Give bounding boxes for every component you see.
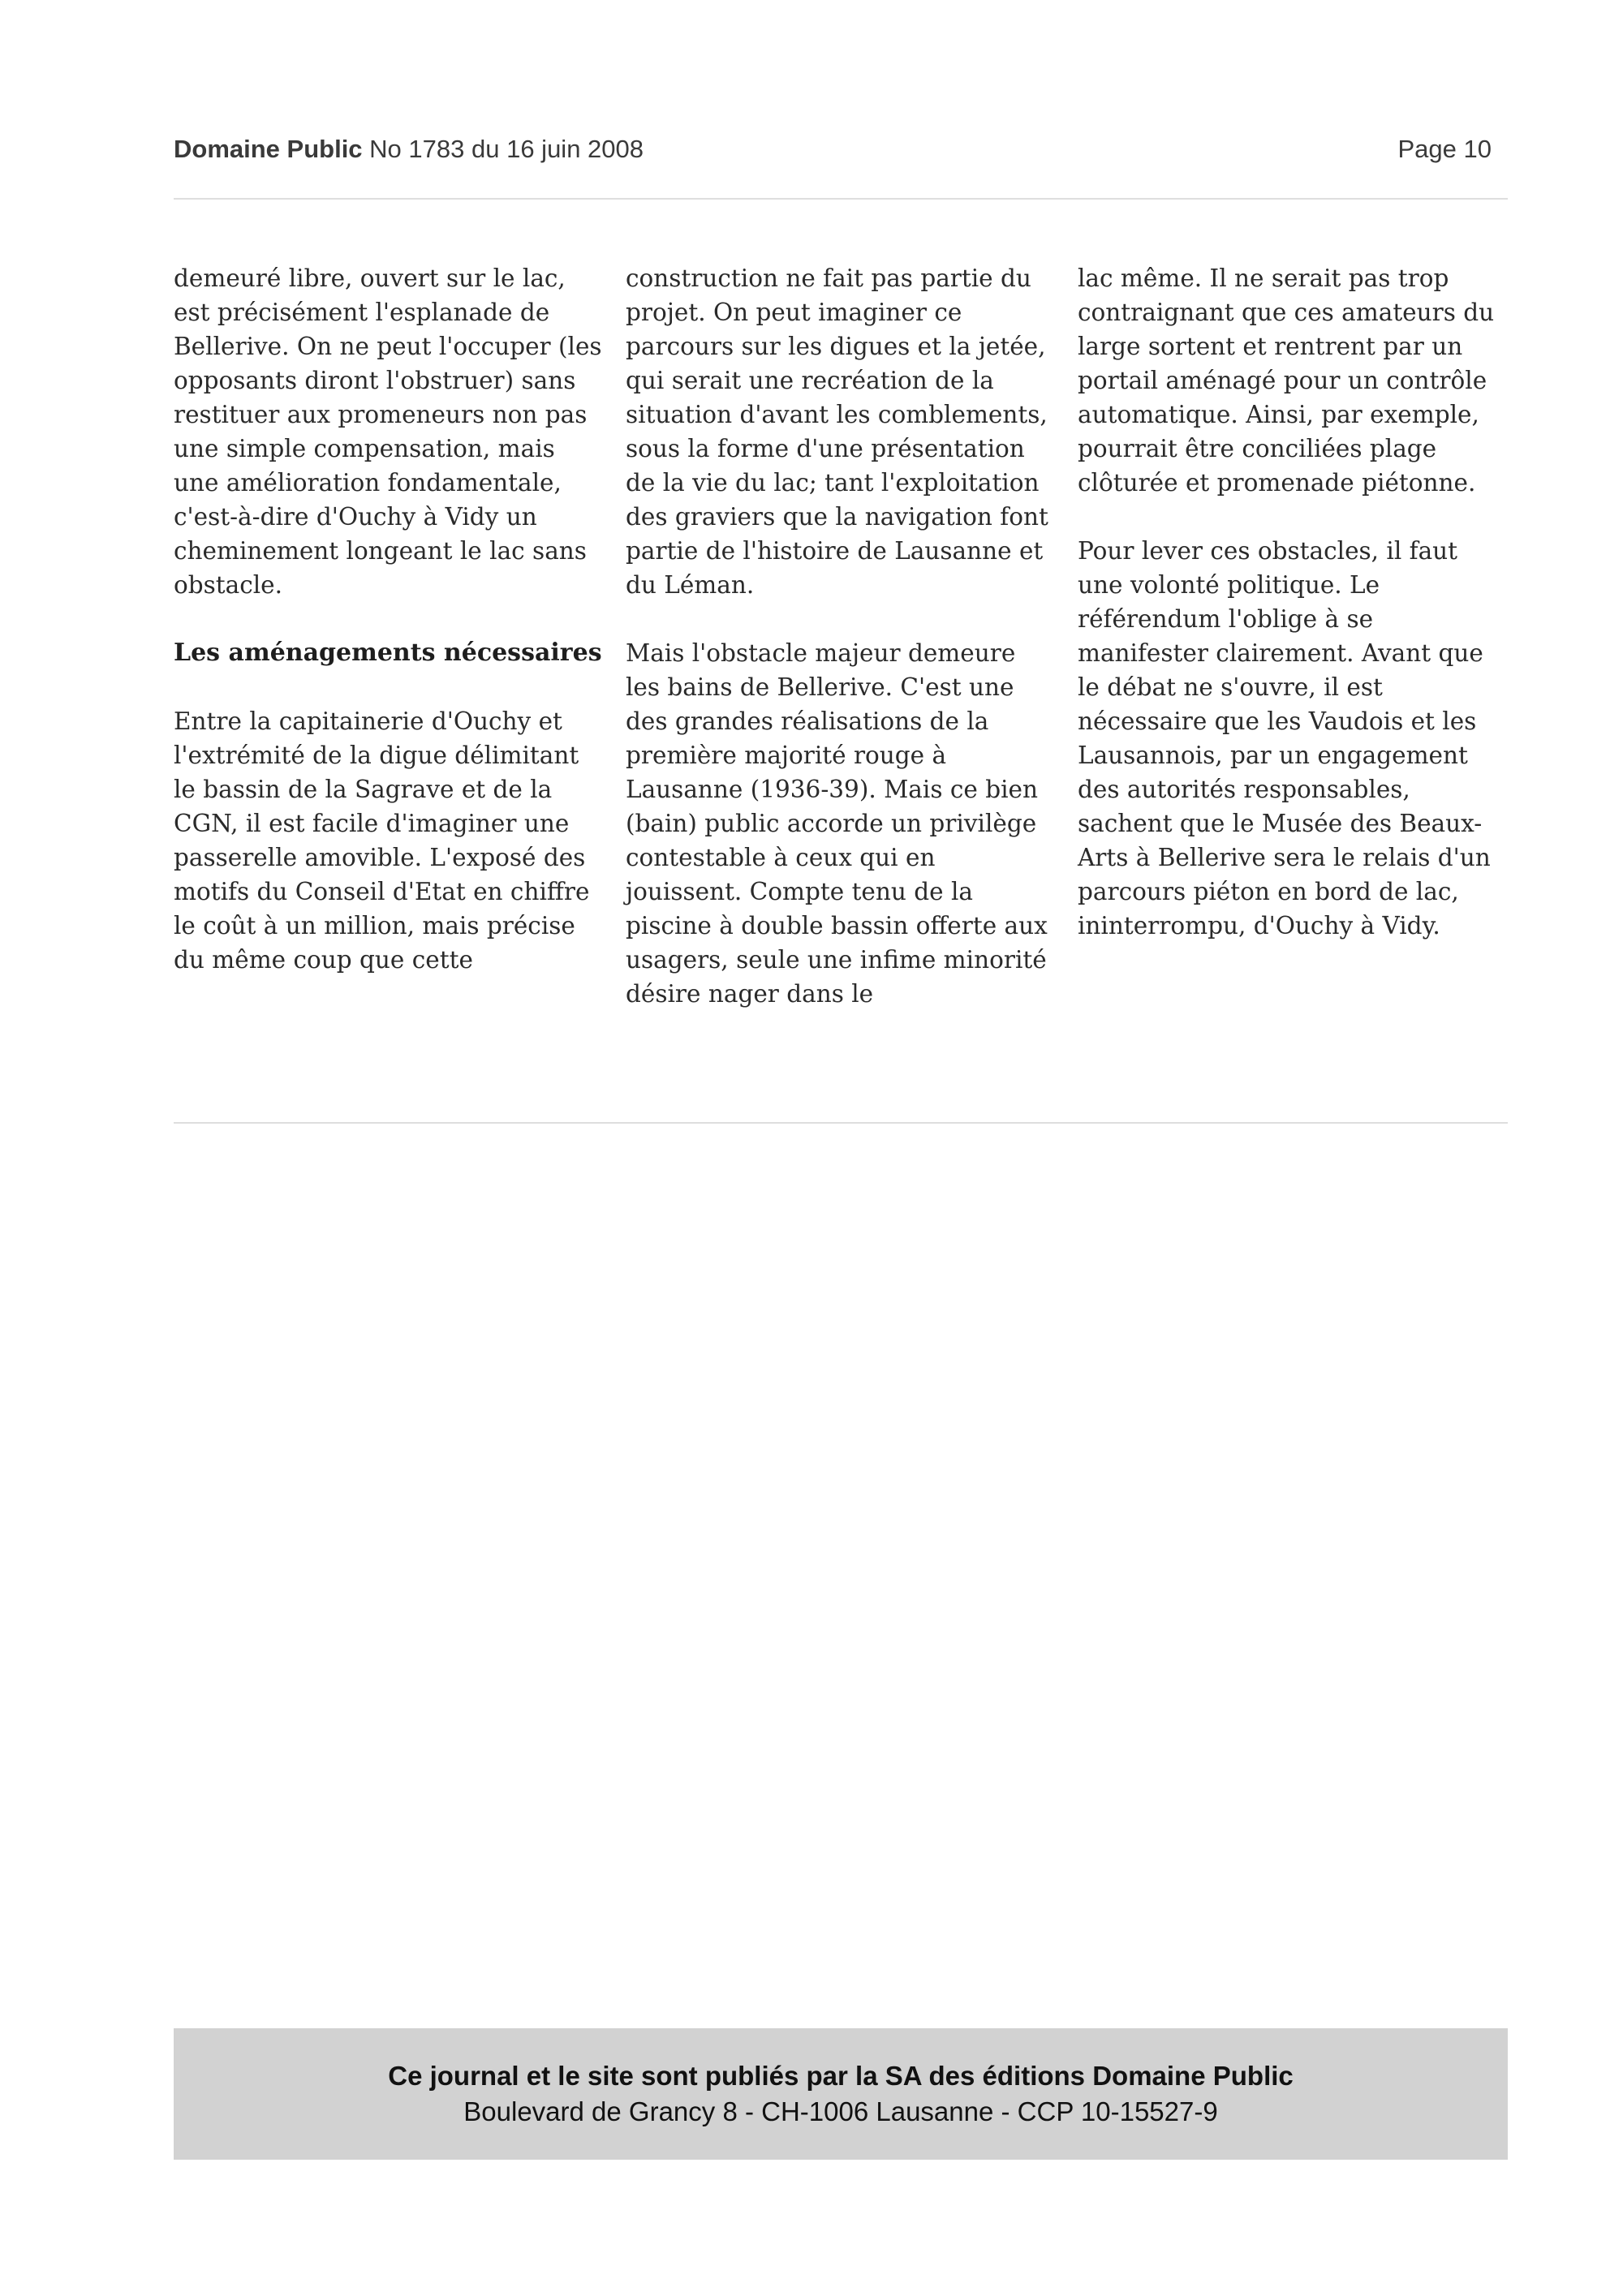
column-2	[626, 261, 1056, 1089]
footer-publisher-line: Ce journal et le site sont publiés par la SA des éditions Domaine Public	[388, 2061, 1294, 2091]
page-number: Page 10	[1397, 135, 1492, 163]
paragraph: Mais l'obstacle majeur demeure les bains de Bellerive. C'est une des grandes réalisations de la première majorité rouge à Lausanne (1936-39). Mais ce bien (bain) public accorde un privilège contestable à ceux qui en jouissent. Compte tenu de la piscine à double bassin offerte aux usagers, seule une infime minorité désire nager dans le	[626, 639, 1048, 1008]
header-divider	[174, 198, 1508, 200]
paragraph: demeuré libre, ouvert sur le lac, est précisément l'esplanade de Bellerive. On ne peut l'occuper (les opposants diront l'obstruer) sans restituer aux promeneurs non pas une simple compensation, mais une amélioration fondamentale, c'est-à-dire d'Ouchy à Vidy un cheminement longeant le lac sans obstacle.	[174, 264, 602, 599]
column-3	[1078, 261, 1508, 1089]
footer-address-line: Boulevard de Grancy 8 - CH-1006 Lausanne - CCP 10-15527-9	[463, 2096, 1218, 2126]
publisher-footer	[174, 2028, 1508, 2160]
paragraph: Pour lever ces obstacles, il faut une volonté politique. Le référendum l'oblige à se manifester clairement. Avant que le débat ne s'ouvre, il est nécessaire que les Vaudois et les Lausannois, par un engagement des autorités responsables, sachent que le Musée des Beaux-Arts à Bellerive sera le relais d'un parcours piéton en bord de lac, ininterrompu, d'Ouchy à Vidy.	[1078, 537, 1491, 939]
article-end-divider	[174, 1122, 1508, 1124]
paragraph: construction ne fait pas partie du projet. On peut imaginer ce parcours sur les digues et la jetée, qui serait une recréation de la situation d'avant les comblements, sous la forme d'une présentation de la vie du lac; tant l'exploitation des graviers que la navigation font partie de l'histoire de Lausanne et du Léman.	[626, 264, 1048, 599]
section-heading: Les aménagements nécessaires	[174, 638, 602, 667]
issue-info: No 1783 du 16 juin 2008	[369, 135, 644, 163]
paragraph: Entre la capitainerie d'Ouchy et l'extrémité de la digue délimitant le bassin de la Sagrave et de la CGN, il est facile d'imaginer une passerelle amovible. L'exposé des motifs du Conseil d'Etat en chiffre le coût à un million, mais précise du même coup que cette	[174, 707, 590, 974]
publication-name: Domaine Public	[174, 135, 363, 163]
page-header	[174, 135, 1508, 164]
paragraph: lac même. Il ne serait pas trop contraignant que ces amateurs du large sortent et rentrent par un portail aménagé pour un contrôle automatique. Ainsi, par exemple, pourrait être conciliées plage clôturée et promenade piétonne.	[1078, 264, 1495, 497]
column-1	[174, 261, 604, 1089]
article-body	[174, 261, 1508, 1089]
